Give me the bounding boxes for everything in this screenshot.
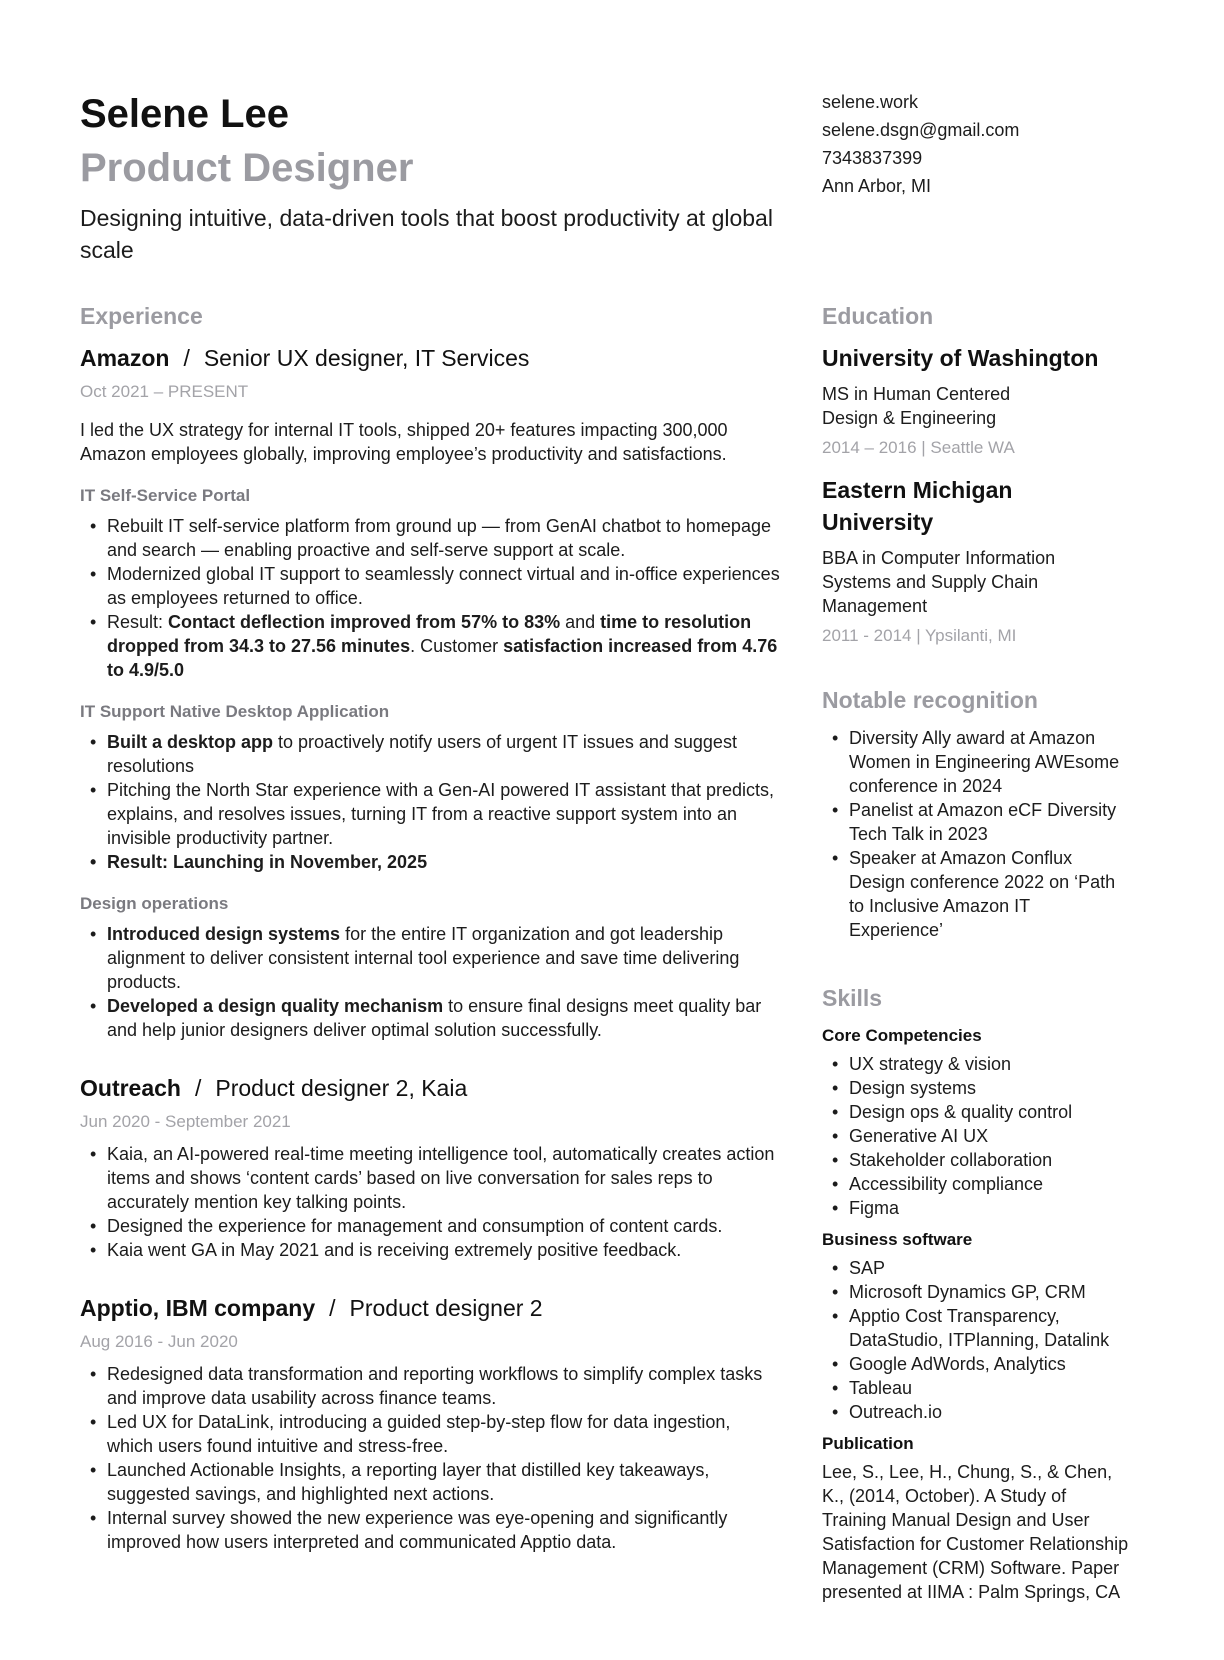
school-meta: 2014 – 2016 | Seattle WA — [822, 438, 1015, 457]
result-text: Result: — [107, 612, 169, 632]
bullet-text: to proactively notify users of urgent IT issues and suggest resolutions — [107, 732, 737, 776]
list-item: • Pitching the North Star experience with a Gen-AI powered IT assistant that predicts, explains, and resolves issues, turning IT from a reactive support system into an invisible productivity partner. — [80, 778, 780, 850]
list-item — [80, 730, 780, 778]
sidebar-column — [822, 300, 1152, 1604]
company-name: Apptio, IBM company — [80, 1295, 316, 1321]
result-highlight: satisfaction increased from 4.76 to 4.9/5.0 — [107, 636, 778, 680]
bullet-text: to ensure final designs meet quality bar and help junior designers deliver optimal solution successfully. — [107, 996, 762, 1040]
job-dates: Jun 2020 - September 2021 — [80, 1112, 291, 1131]
list-item: • Microsoft Dynamics GP, CRM — [822, 1280, 1122, 1304]
job-dates: Aug 2016 - Jun 2020 — [80, 1332, 238, 1351]
bullet-highlight: Built a desktop app — [107, 732, 274, 752]
skills-subheading: Business software — [822, 1230, 973, 1249]
job-summary: I led the UX strategy for internal IT tools, shipped 20+ features impacting 300,000 Amazon employees globally, improving employee’s productivity and satisfactions. — [80, 420, 728, 464]
project-bullets — [80, 730, 780, 874]
experience-column — [80, 300, 780, 1584]
degree: MS in Human Centered Design & Engineering — [822, 384, 1011, 428]
school-name: University of Washington — [822, 345, 1099, 371]
project-heading: IT Support Native Desktop Application — [80, 702, 390, 721]
list-item: • Accessibility compliance — [822, 1172, 1152, 1196]
company-name: Outreach — [80, 1075, 181, 1101]
bullet-text: for the entire IT organization and got leadership alignment to deliver consistent internal tool experience and save time delivering products. — [107, 924, 740, 992]
school-meta: 2011 - 2014 | Ypsilanti, MI — [822, 626, 1017, 645]
email-link[interactable]: selene.dsgn@gmail.com — [822, 120, 1020, 140]
list-item: • Panelist at Amazon eCF Diversity Tech Talk in 2023 — [822, 798, 1122, 846]
skills-subheading: Core Competencies — [822, 1026, 982, 1045]
list-item: • Diversity Ally award at Amazon Women in Engineering AWEsome conference in 2024 — [822, 726, 1122, 798]
job-header — [80, 342, 780, 374]
school-name: Eastern Michigan University — [822, 477, 1013, 535]
recognition-heading: Notable recognition — [822, 687, 1038, 713]
job-bullets — [80, 1142, 780, 1262]
candidate-name: Selene Lee — [80, 92, 290, 136]
list-item: • Outreach.io — [822, 1400, 1122, 1424]
list-item: • Result: Launching in November, 2025 — [80, 850, 780, 874]
list-item: • UX strategy & vision — [822, 1052, 1152, 1076]
core-skills-list — [822, 1052, 1152, 1220]
company-name: Amazon — [80, 345, 170, 371]
school-entry — [822, 342, 1152, 460]
separator: / — [329, 1295, 336, 1321]
result-highlight: time to resolution dropped from 34.3 to 27.56 minutes — [107, 612, 752, 656]
job-role: Product designer 2 — [349, 1295, 543, 1321]
bullet-highlight: Developed a design quality mechanism — [107, 996, 444, 1016]
list-item: • Rebuilt IT self-service platform from ground up — from GenAI chatbot to homepage and search — enabling proactive and self-serve support at scale. — [80, 514, 780, 562]
phone-number: 7343837399 — [822, 148, 923, 168]
job-apptio — [80, 1292, 780, 1554]
candidate-title: Product Designer — [80, 146, 414, 190]
education-heading: Education — [822, 303, 934, 329]
job-role: Product designer 2, Kaia — [215, 1075, 468, 1101]
list-item: • Google AdWords, Analytics — [822, 1352, 1122, 1376]
list-item — [80, 994, 780, 1042]
list-item: • Kaia, an AI-powered real-time meeting intelligence tool, automatically creates action items and shows ‘content cards’ based on live conversation for sales reps to accurately mention key talking points. — [80, 1142, 780, 1214]
list-item: • Design ops & quality control — [822, 1100, 1152, 1124]
list-item: • Stakeholder collaboration — [822, 1148, 1152, 1172]
job-role: Senior UX designer, IT Services — [203, 345, 530, 371]
list-item: • Launched Actionable Insights, a reporting layer that distilled key takeaways, suggested savings, and highlighted next actions. — [80, 1458, 780, 1506]
school-entry — [822, 474, 1152, 648]
job-header — [80, 1072, 780, 1104]
separator: / — [194, 1075, 202, 1101]
list-item: • Internal survey showed the new experience was eye-opening and significantly improved how users interpreted and communicated Apptio data. — [80, 1506, 780, 1554]
contact-block — [822, 88, 1019, 200]
location: Ann Arbor, MI — [822, 176, 932, 196]
list-item: • Redesigned data transformation and reporting workflows to simplify complex tasks and improve data usability across finance teams. — [80, 1362, 780, 1410]
experience-heading: Experience — [80, 303, 203, 329]
job-amazon — [80, 342, 780, 1042]
list-item: • SAP — [822, 1256, 1122, 1280]
job-bullets — [80, 1362, 780, 1554]
list-item: • Kaia went GA in May 2021 and is receiving extremely positive feedback. — [80, 1238, 780, 1262]
recognition-list — [822, 726, 1122, 942]
list-item: • Speaker at Amazon Conflux Design conference 2022 on ‘Path to Inclusive Amazon IT Experience’ — [822, 846, 1122, 942]
project-bullets — [80, 514, 780, 682]
software-skills-list — [822, 1256, 1122, 1424]
list-item — [80, 610, 780, 682]
skills-subheading: Publication — [822, 1434, 914, 1453]
degree: BBA in Computer Information Systems and Supply Chain Management — [822, 548, 1056, 616]
list-item: • Modernized global IT support to seamlessly connect virtual and in-office experiences as employees returned to office. — [80, 562, 780, 610]
list-item: • Figma — [822, 1196, 1152, 1220]
separator: / — [183, 345, 190, 371]
website-link[interactable]: selene.work — [822, 92, 919, 112]
list-item — [80, 922, 780, 994]
result-text: . Customer — [410, 636, 504, 656]
result-text: and — [560, 612, 601, 632]
list-item: • Led UX for DataLink, introducing a guided step-by-step flow for data ingestion, which users found intuitive and stress-free. — [80, 1410, 780, 1458]
project-heading: Design operations — [80, 894, 229, 913]
result-highlight: Contact deflection improved from 57% to 83% — [168, 612, 561, 632]
job-dates: Oct 2021 – PRESENT — [80, 382, 249, 401]
project-bullets — [80, 922, 780, 1042]
list-item: • Apptio Cost Transparency, DataStudio, ITPlanning, Datalink — [822, 1304, 1122, 1352]
job-outreach — [80, 1072, 780, 1262]
job-header — [80, 1292, 780, 1324]
bullet-highlight: Introduced design systems — [107, 924, 341, 944]
list-item: • Design systems — [822, 1076, 1152, 1100]
project-heading: IT Self-Service Portal — [80, 486, 251, 505]
list-item: • Designed the experience for management and consumption of content cards. — [80, 1214, 780, 1238]
list-item: • Generative AI UX — [822, 1124, 1152, 1148]
tagline: Designing intuitive, data-driven tools that boost productivity at global scale — [80, 205, 773, 263]
skills-heading: Skills — [822, 985, 883, 1011]
publication-text: Lee, S., Lee, H., Chung, S., & Chen, K., (2014, October). A Study of Training Manual Design and User Satisfaction for Customer Relationship Management (CRM) Software. Paper presented at IIMA : Palm Springs, CA — [822, 1462, 1129, 1602]
list-item: • Tableau — [822, 1376, 1122, 1400]
